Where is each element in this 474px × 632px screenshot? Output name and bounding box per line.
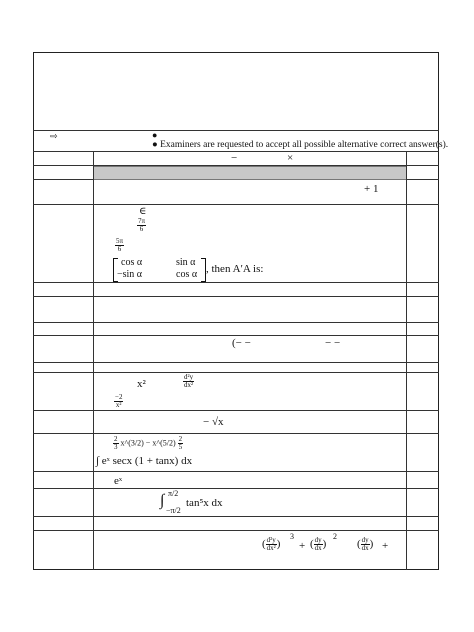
fraction-denominator: 3	[114, 443, 118, 451]
bullet-icon: ●	[152, 130, 158, 140]
integral-sign: ∫	[160, 492, 165, 509]
ode-power-1: 3	[290, 532, 294, 541]
fraction-numerator: dy	[314, 536, 322, 544]
element-of-symbol: ∈	[139, 206, 147, 217]
fraction-denominator: x²	[115, 401, 122, 409]
fraction-denominator: 6	[139, 225, 144, 233]
fraction-numerator: −2	[115, 393, 123, 401]
matrix-r2c2: cos α	[176, 269, 198, 280]
ode-term-2: ( $\frac{dy}{dx}$ )	[310, 536, 327, 552]
column-divider	[93, 151, 94, 570]
fraction-numerator: 2	[178, 435, 183, 443]
ode-term-1: ( $\frac{\text{d²y}}{\text{dx²}}$ )	[262, 536, 281, 552]
table-header-shaded	[94, 166, 406, 180]
fraction-numerator: 2	[114, 435, 118, 443]
fraction-numerator: dy	[361, 536, 369, 544]
fraction-numerator: d²y	[184, 373, 194, 381]
fraction-5pi-over-6	[115, 238, 124, 253]
column-head-times: ×	[287, 152, 294, 164]
fraction-neg2-over-x2	[114, 394, 123, 409]
fraction-numerator: d²y	[266, 536, 276, 544]
series-expression	[113, 436, 183, 451]
fraction-denominator: dx²	[266, 544, 276, 552]
ode-power-2: 2	[333, 532, 337, 541]
fraction-denominator: dx	[314, 544, 322, 552]
column-divider	[406, 151, 407, 570]
integral-upper-limit: π/2	[168, 489, 179, 498]
second-derivative	[183, 374, 194, 389]
column-head-minus: −	[231, 152, 238, 164]
matrix-r1c1: cos α	[121, 257, 143, 268]
arrow-icon: ⇨	[50, 132, 58, 142]
fraction-numerator: 5π	[116, 237, 124, 245]
ode-term-3: ( $\frac{dy}{dx}$ )	[357, 536, 374, 552]
ode-plus-2: +	[382, 540, 389, 552]
interval-expression: (− −	[232, 337, 251, 349]
fraction-numerator: 7π	[138, 217, 146, 225]
row-divider	[33, 130, 439, 131]
expression-minus-sqrt-x: − √x	[203, 416, 224, 428]
matrix-question-suffix: , then A′A is:	[206, 263, 264, 275]
fraction-7pi-over-6	[137, 218, 146, 233]
fraction-denominator: 6	[117, 245, 122, 253]
ode-plus-1: +	[299, 540, 306, 552]
series-terms: x^(3/2) − x^(5/2)	[120, 438, 176, 448]
fraction-denominator: dx²	[184, 381, 194, 389]
expression-x-squared: x²	[137, 378, 146, 390]
fraction-denominator: dx	[361, 544, 369, 552]
integral-body: tan⁵x dx	[186, 497, 223, 509]
examiner-note: ● Examiners are requested to accept all possible alternative correct answer(s).	[152, 140, 449, 150]
expression-e-to-x: eˣ	[114, 475, 123, 487]
fraction-denominator: 5	[178, 443, 183, 451]
interval-expression-tail: − −	[325, 337, 341, 349]
matrix-r2c1: −sin α	[117, 269, 143, 280]
matrix-r1c2: sin α	[176, 257, 196, 268]
expression-plus-one: + 1	[364, 183, 379, 195]
integral-expression: ∫ eˣ secx (1 + tanx) dx	[96, 455, 193, 467]
integral-lower-limit: −π/2	[166, 506, 181, 515]
